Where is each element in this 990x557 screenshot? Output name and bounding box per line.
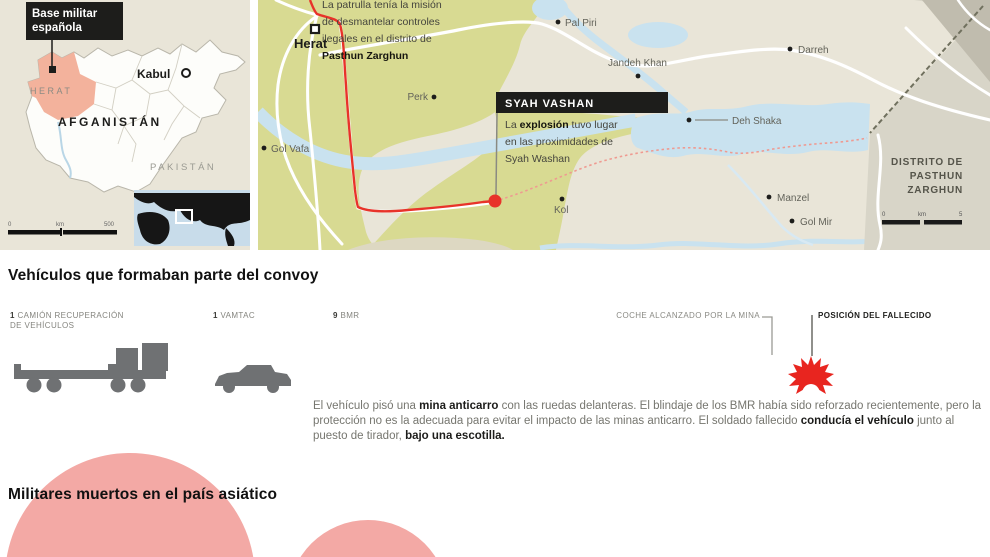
detail-scale-max: 5 (959, 212, 963, 218)
detail-map (258, 0, 990, 250)
locator-map (0, 0, 250, 250)
vamtac-label (213, 311, 255, 321)
label-kol: Kol (554, 205, 569, 216)
explosion-callout-leader (496, 113, 497, 195)
kabul-marker (182, 69, 190, 77)
convoy-vehicles (0, 338, 990, 394)
mission-note-line2: de desmantelar controles (322, 16, 440, 28)
label-herat-city: Herat (294, 36, 328, 51)
vamtac-count: 1 (213, 311, 218, 320)
label-herat-province: HERAT (30, 86, 73, 96)
truck-count: 1 (10, 311, 15, 320)
vamtac-icon (213, 360, 293, 394)
locator-scale-max: 500 (104, 222, 115, 228)
label-pakistan: PAKISTÁN (150, 162, 217, 173)
mission-note-line3: ilegales en el distrito de (322, 33, 432, 45)
label-pal-piri: Pal Piri (565, 18, 597, 29)
label-gol-mir: Gol Mir (800, 217, 833, 228)
convoy-heading: Vehículos que formaban parte del convoy (8, 267, 319, 284)
label-perk: Perk (407, 92, 428, 103)
bmr-label-text: BMR (340, 311, 360, 320)
casualties-heading: Militares muertos en el país asiático (8, 486, 278, 503)
district-label-line2: PASTHUN (909, 171, 963, 182)
casualty-circle-large (5, 453, 255, 557)
mission-note-line4: Pasthun Zarghun (322, 50, 409, 62)
label-jandeh-khan: Jandeh Khan (608, 58, 667, 69)
label-deh-shaka: Deh Shaka (732, 116, 782, 127)
detail-map-graphic (258, 0, 990, 250)
explosion-point (489, 195, 502, 208)
district-label-line3: ZARGHUN (907, 185, 963, 196)
recovery-truck-icon (12, 340, 172, 394)
locator-map-graphic (0, 0, 250, 250)
explosion-note-line2: en las proximidades de (505, 136, 613, 148)
explosion-note-line1: La explosión tuvo lugar (505, 119, 618, 131)
mine-explosion-icon (788, 356, 834, 394)
detail-scale-unit: km (918, 212, 926, 218)
truck-label-line1: CAMIÓN RECUPERACIÓN (17, 311, 124, 320)
locator-scale-unit: km (56, 222, 64, 228)
incident-description: El vehículo pisó una mina anticarro con las ruedas delanteras. El blindaje de los BMR había sido reforzado recientemente, pero la protección no es la adecuada para evitar el impacto de las minas anticarro. El soldado fallecido conducía el vehículo junto al puesto de tirador, bajo una escotilla. (313, 400, 982, 442)
bmr-label (333, 311, 359, 321)
syah-vashan-callout-title: SYAH VASHAN (505, 98, 595, 110)
casualty-circle-small (288, 520, 448, 557)
mission-note-line1: La patrulla tenía la misión (322, 0, 442, 11)
locator-scale-zero: 0 (8, 222, 12, 228)
vamtac-label-text: VAMTAC (220, 311, 256, 320)
label-kabul: Kabul (137, 67, 171, 81)
label-manzel: Manzel (777, 193, 810, 204)
truck-label-line2: DE VEHÍCULOS (10, 321, 75, 330)
base-marker (49, 66, 56, 73)
bmr-count: 9 (333, 311, 338, 320)
label-afganistan: AFGANISTÁN (58, 115, 162, 129)
label-gol-vafa: Gol Vafa (271, 144, 310, 155)
district-label-line1: DISTRITO DE (891, 157, 963, 168)
detail-scale-zero: 0 (882, 212, 886, 218)
hit-vehicle-callout: COCHE ALCANZADO POR LA MINA (616, 311, 760, 320)
base-callout-line1: Base militar (32, 8, 98, 20)
base-callout-line2: española (32, 22, 82, 34)
deceased-position-callout: POSICIÓN DEL FALLECIDO (818, 311, 932, 320)
world-inset-map (134, 190, 250, 246)
explosion-note-line3: Syah Washan (505, 153, 570, 165)
truck-label (10, 311, 124, 331)
label-darreh: Darreh (798, 45, 829, 56)
herat-marker (311, 25, 319, 33)
